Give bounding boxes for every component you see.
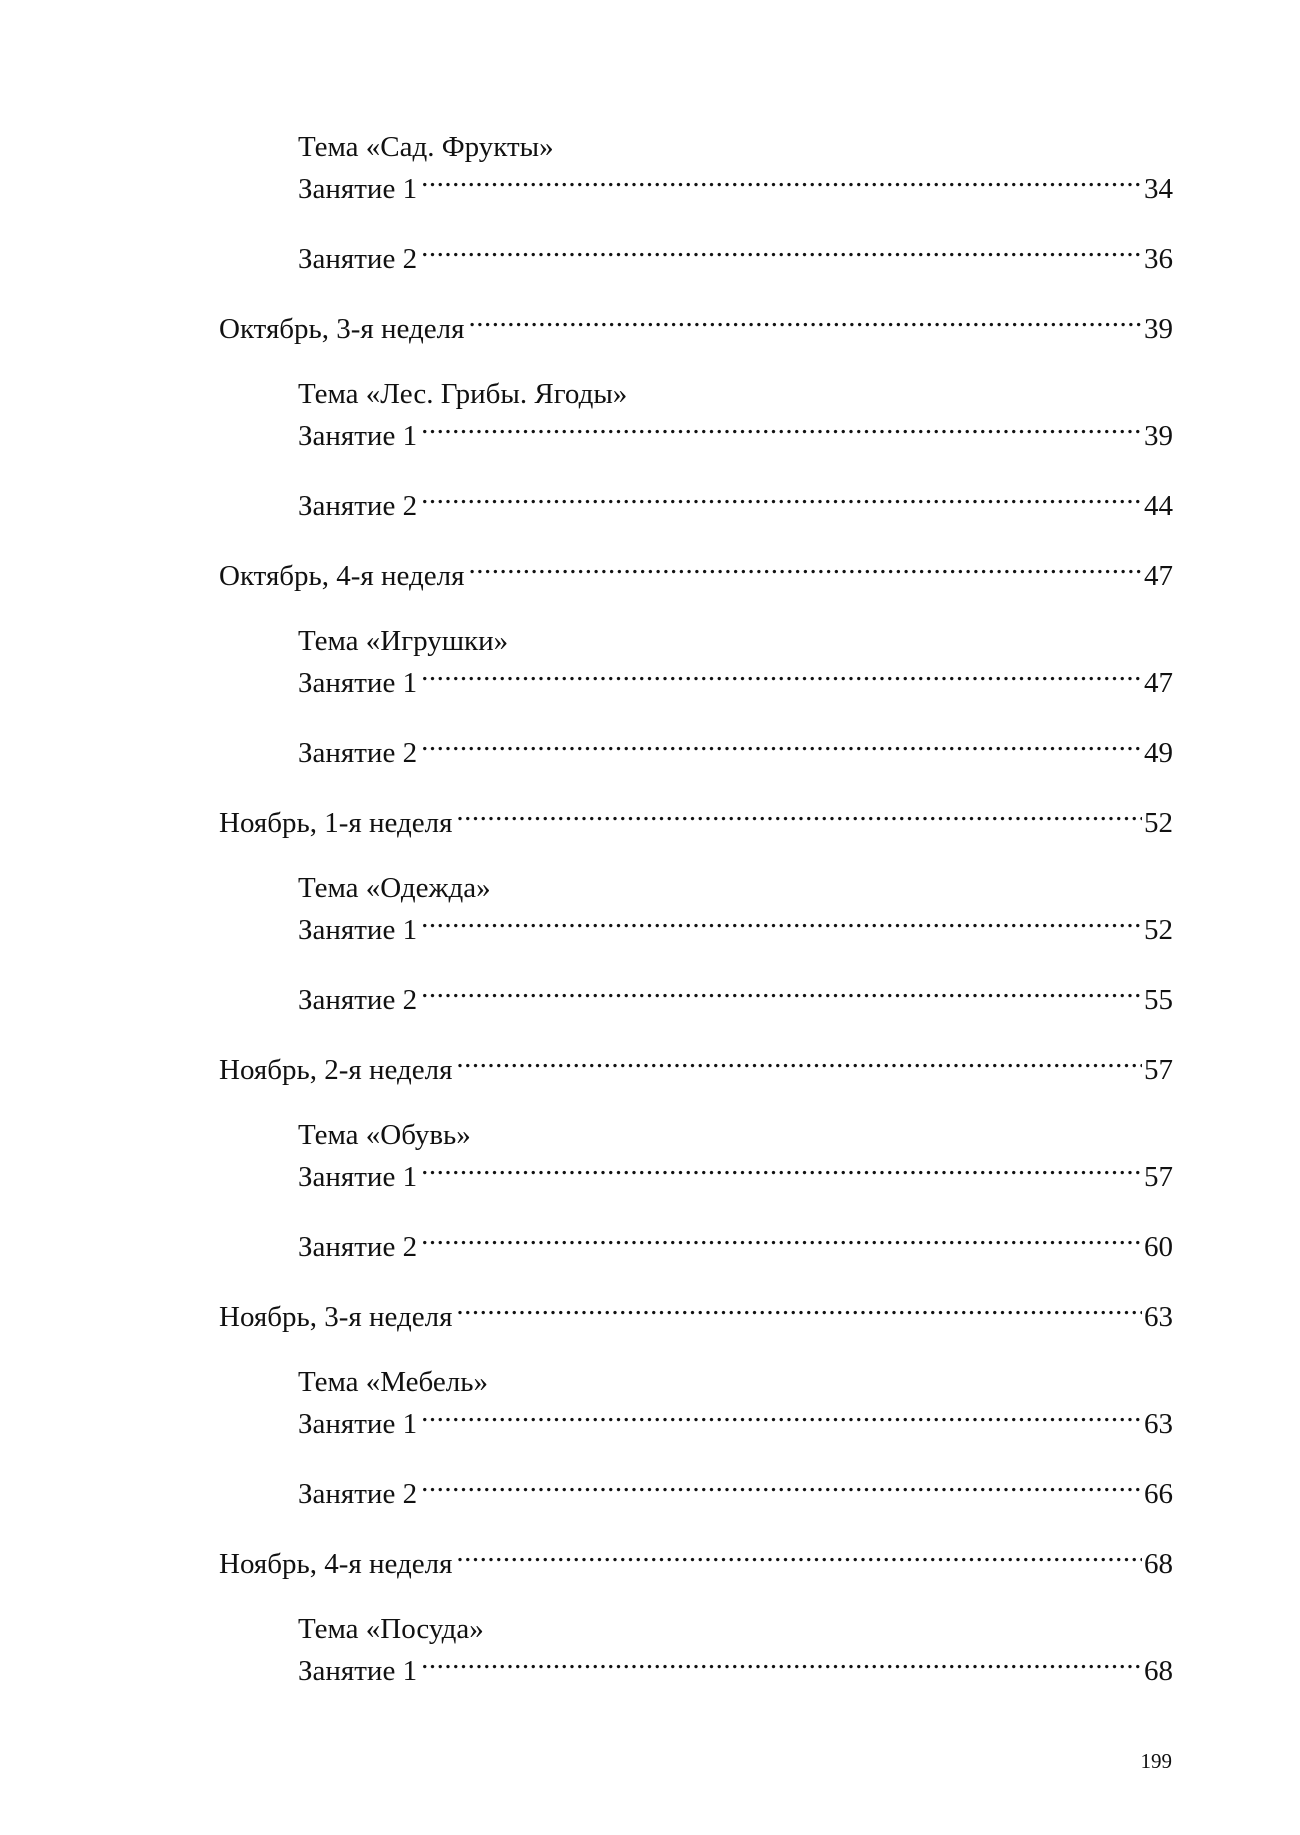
toc-entry[interactable] — [219, 1292, 1173, 1333]
toc-entry-label: Занятие 2 — [298, 490, 418, 522]
toc-entry[interactable] — [298, 411, 1173, 452]
toc-theme-heading: Тема «Игрушки» — [298, 625, 509, 657]
toc-dot-leader — [421, 658, 1142, 692]
toc-dot-leader — [421, 234, 1142, 268]
toc-entry-page: 39 — [1144, 420, 1173, 452]
toc-entry-label: Занятие 1 — [298, 1161, 418, 1193]
toc-entry[interactable] — [298, 1399, 1173, 1440]
toc-entry-label: Октябрь, 4-я неделя — [219, 560, 465, 592]
toc-dot-leader — [421, 1222, 1142, 1256]
toc-entry-label: Занятие 1 — [298, 420, 418, 452]
toc-dot-leader — [421, 905, 1142, 939]
toc-entry[interactable] — [298, 1152, 1173, 1193]
toc-entry[interactable] — [298, 1222, 1173, 1263]
toc-entry[interactable] — [298, 234, 1173, 275]
toc-dot-leader — [456, 1045, 1142, 1079]
toc-entry[interactable] — [298, 1469, 1173, 1510]
toc-dot-leader — [421, 1399, 1142, 1433]
toc-entry-label: Занятие 2 — [298, 243, 418, 275]
toc-entry-page: 57 — [1144, 1161, 1173, 1193]
toc-entry[interactable] — [298, 905, 1173, 946]
toc-entry-label: Занятие 1 — [298, 173, 418, 205]
toc-entry-label: Занятие 1 — [298, 914, 418, 946]
toc-entry-page: 63 — [1144, 1301, 1173, 1333]
toc-entry[interactable] — [219, 798, 1173, 839]
toc-entry-label: Занятие 2 — [298, 1231, 418, 1263]
toc-dot-leader — [468, 551, 1142, 585]
toc-entry-page: 68 — [1144, 1548, 1173, 1580]
toc-dot-leader — [421, 1469, 1142, 1503]
toc-entry-page: 47 — [1144, 667, 1173, 699]
toc-entry-page: 44 — [1144, 490, 1173, 522]
toc-entry[interactable] — [219, 551, 1173, 592]
toc-dot-leader — [456, 1292, 1142, 1326]
toc-entry-page: 57 — [1144, 1054, 1173, 1086]
toc-theme-heading: Тема «Посуда» — [298, 1613, 484, 1645]
toc-entry-label: Октябрь, 3-я неделя — [219, 313, 465, 345]
toc-dot-leader — [421, 728, 1142, 762]
page-number: 199 — [1140, 1749, 1172, 1773]
toc-entry-label: Ноябрь, 1-я неделя — [219, 807, 453, 839]
toc-entry-label: Ноябрь, 2-я неделя — [219, 1054, 453, 1086]
toc-entry-label: Занятие 1 — [298, 1655, 418, 1687]
toc-dot-leader — [421, 411, 1142, 445]
toc-entry-label: Занятие 2 — [298, 984, 418, 1016]
toc-theme-heading: Тема «Одежда» — [298, 872, 491, 904]
toc-entry-page: 52 — [1144, 807, 1173, 839]
toc-entry[interactable] — [298, 164, 1173, 205]
toc-theme-heading: Тема «Мебель» — [298, 1366, 488, 1398]
toc-entry-label: Ноябрь, 3-я неделя — [219, 1301, 453, 1333]
toc-theme-heading: Тема «Сад. Фрукты» — [298, 131, 554, 163]
toc-entry-page: 60 — [1144, 1231, 1173, 1263]
toc-dot-leader — [421, 1646, 1142, 1680]
toc-theme-heading: Тема «Лес. Грибы. Ягоды» — [298, 378, 628, 410]
toc-entry-label: Занятие 2 — [298, 737, 418, 769]
toc-entry-page: 52 — [1144, 914, 1173, 946]
toc-entry-page: 49 — [1144, 737, 1173, 769]
toc-dot-leader — [456, 1539, 1142, 1573]
toc-entry[interactable] — [219, 1539, 1173, 1580]
toc-entry[interactable] — [219, 1045, 1173, 1086]
toc-entry[interactable] — [219, 304, 1173, 345]
toc-entry[interactable] — [298, 728, 1173, 769]
toc-entry-page: 39 — [1144, 313, 1173, 345]
toc-dot-leader — [421, 481, 1142, 515]
toc-entry-label: Ноябрь, 4-я неделя — [219, 1548, 453, 1580]
toc-entry-page: 68 — [1144, 1655, 1173, 1687]
toc-entry[interactable] — [298, 481, 1173, 522]
toc-entry-page: 47 — [1144, 560, 1173, 592]
toc-theme-heading: Тема «Обувь» — [298, 1119, 471, 1151]
toc-entry-label: Занятие 1 — [298, 1408, 418, 1440]
toc-dot-leader — [468, 304, 1142, 338]
toc-entry-label: Занятие 1 — [298, 667, 418, 699]
toc-dot-leader — [421, 1152, 1142, 1186]
toc-entry[interactable] — [298, 1646, 1173, 1687]
toc-entry-page: 66 — [1144, 1478, 1173, 1510]
toc-dot-leader — [421, 975, 1142, 1009]
toc-entry-page: 36 — [1144, 243, 1173, 275]
toc-entry-page: 34 — [1144, 173, 1173, 205]
toc-entry-page: 63 — [1144, 1408, 1173, 1440]
toc-dot-leader — [421, 164, 1142, 198]
toc-entry[interactable] — [298, 658, 1173, 699]
toc-entry-page: 55 — [1144, 984, 1173, 1016]
toc-entry[interactable] — [298, 975, 1173, 1016]
toc-dot-leader — [456, 798, 1142, 832]
toc-entry-label: Занятие 2 — [298, 1478, 418, 1510]
